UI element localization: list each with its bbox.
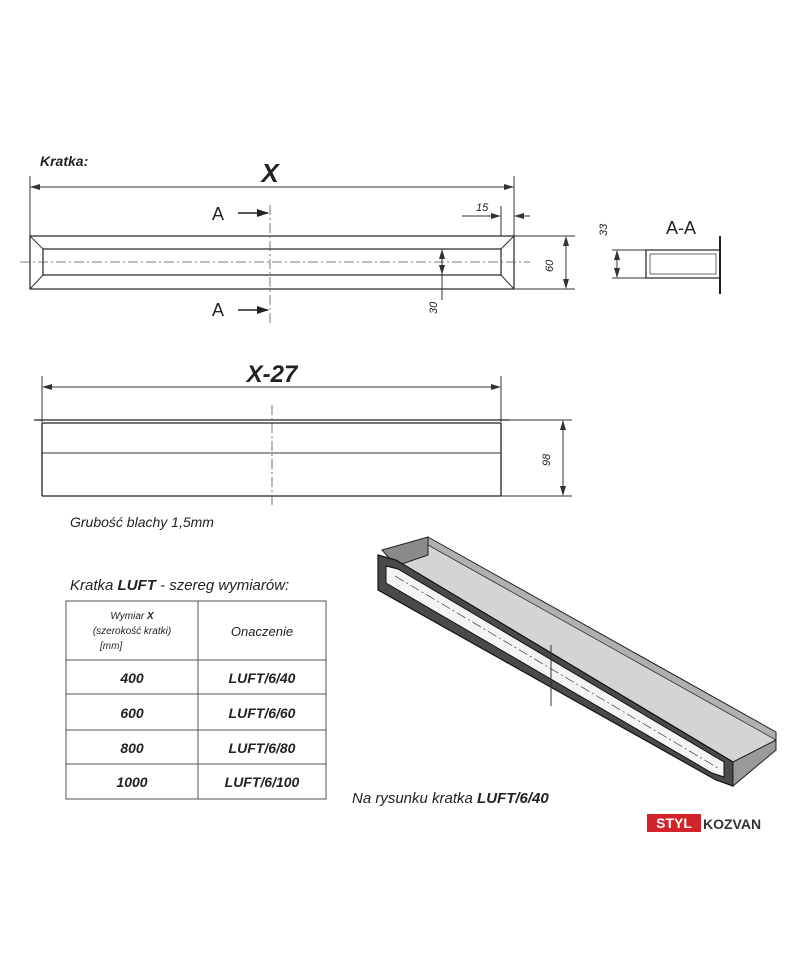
section-label-top: A [212, 204, 225, 224]
header-col1-line1 [110, 611, 155, 622]
isometric-view [352, 537, 776, 807]
row-code: LUFT/6/60 [228, 705, 296, 721]
row-size: 1000 [116, 774, 148, 790]
top-view [20, 153, 575, 325]
iso-caption-prefix: Na rysunku kratka [352, 790, 478, 807]
top-view-heading: Kratka: [40, 153, 89, 169]
sheet-thickness-note: Grubość blachy 1,5mm [70, 514, 214, 530]
iso-caption [352, 790, 549, 807]
header-col1-line3: [mm] [100, 641, 123, 652]
logo-part2: KOZVAN [703, 816, 762, 832]
dim-15-label: 15 [476, 202, 489, 214]
header-col1-line2: (szerokość kratki) [92, 626, 172, 637]
row-code: LUFT/6/80 [228, 740, 296, 756]
row-code: LUFT/6/100 [224, 774, 300, 790]
dim-33-label: 33 [598, 223, 610, 236]
size-table [66, 577, 326, 799]
x27-width-label: X-27 [246, 361, 298, 388]
dim-98-label: 98 [541, 453, 553, 466]
section-title: A-A [666, 218, 697, 238]
row-size: 800 [120, 740, 144, 756]
logo-part1: STYL [656, 815, 692, 831]
iso-caption-bold: LUFT/6/40 [477, 790, 549, 807]
row-size: 600 [120, 705, 144, 721]
caption-prefix: Kratka [70, 577, 118, 594]
header-col1-prefix: Wymiar [110, 611, 147, 622]
caption-suffix: - szereg wymiarów: [155, 577, 290, 594]
dim-30-label: 30 [428, 301, 440, 314]
header-col2: Onaczenie [230, 624, 294, 639]
brand-logo [647, 814, 761, 832]
table-caption [70, 577, 289, 594]
iso-channel-floor [396, 545, 776, 762]
x-width-label: X [261, 158, 279, 188]
section-view [598, 218, 720, 294]
row-size: 400 [120, 670, 144, 686]
row-code: LUFT/6/40 [228, 670, 296, 686]
header-col1-bold: X [147, 611, 154, 622]
side-view [34, 361, 572, 530]
dim-60-label: 60 [544, 259, 556, 272]
caption-bold: LUFT [117, 577, 156, 594]
section-label-bottom: A [212, 300, 225, 320]
